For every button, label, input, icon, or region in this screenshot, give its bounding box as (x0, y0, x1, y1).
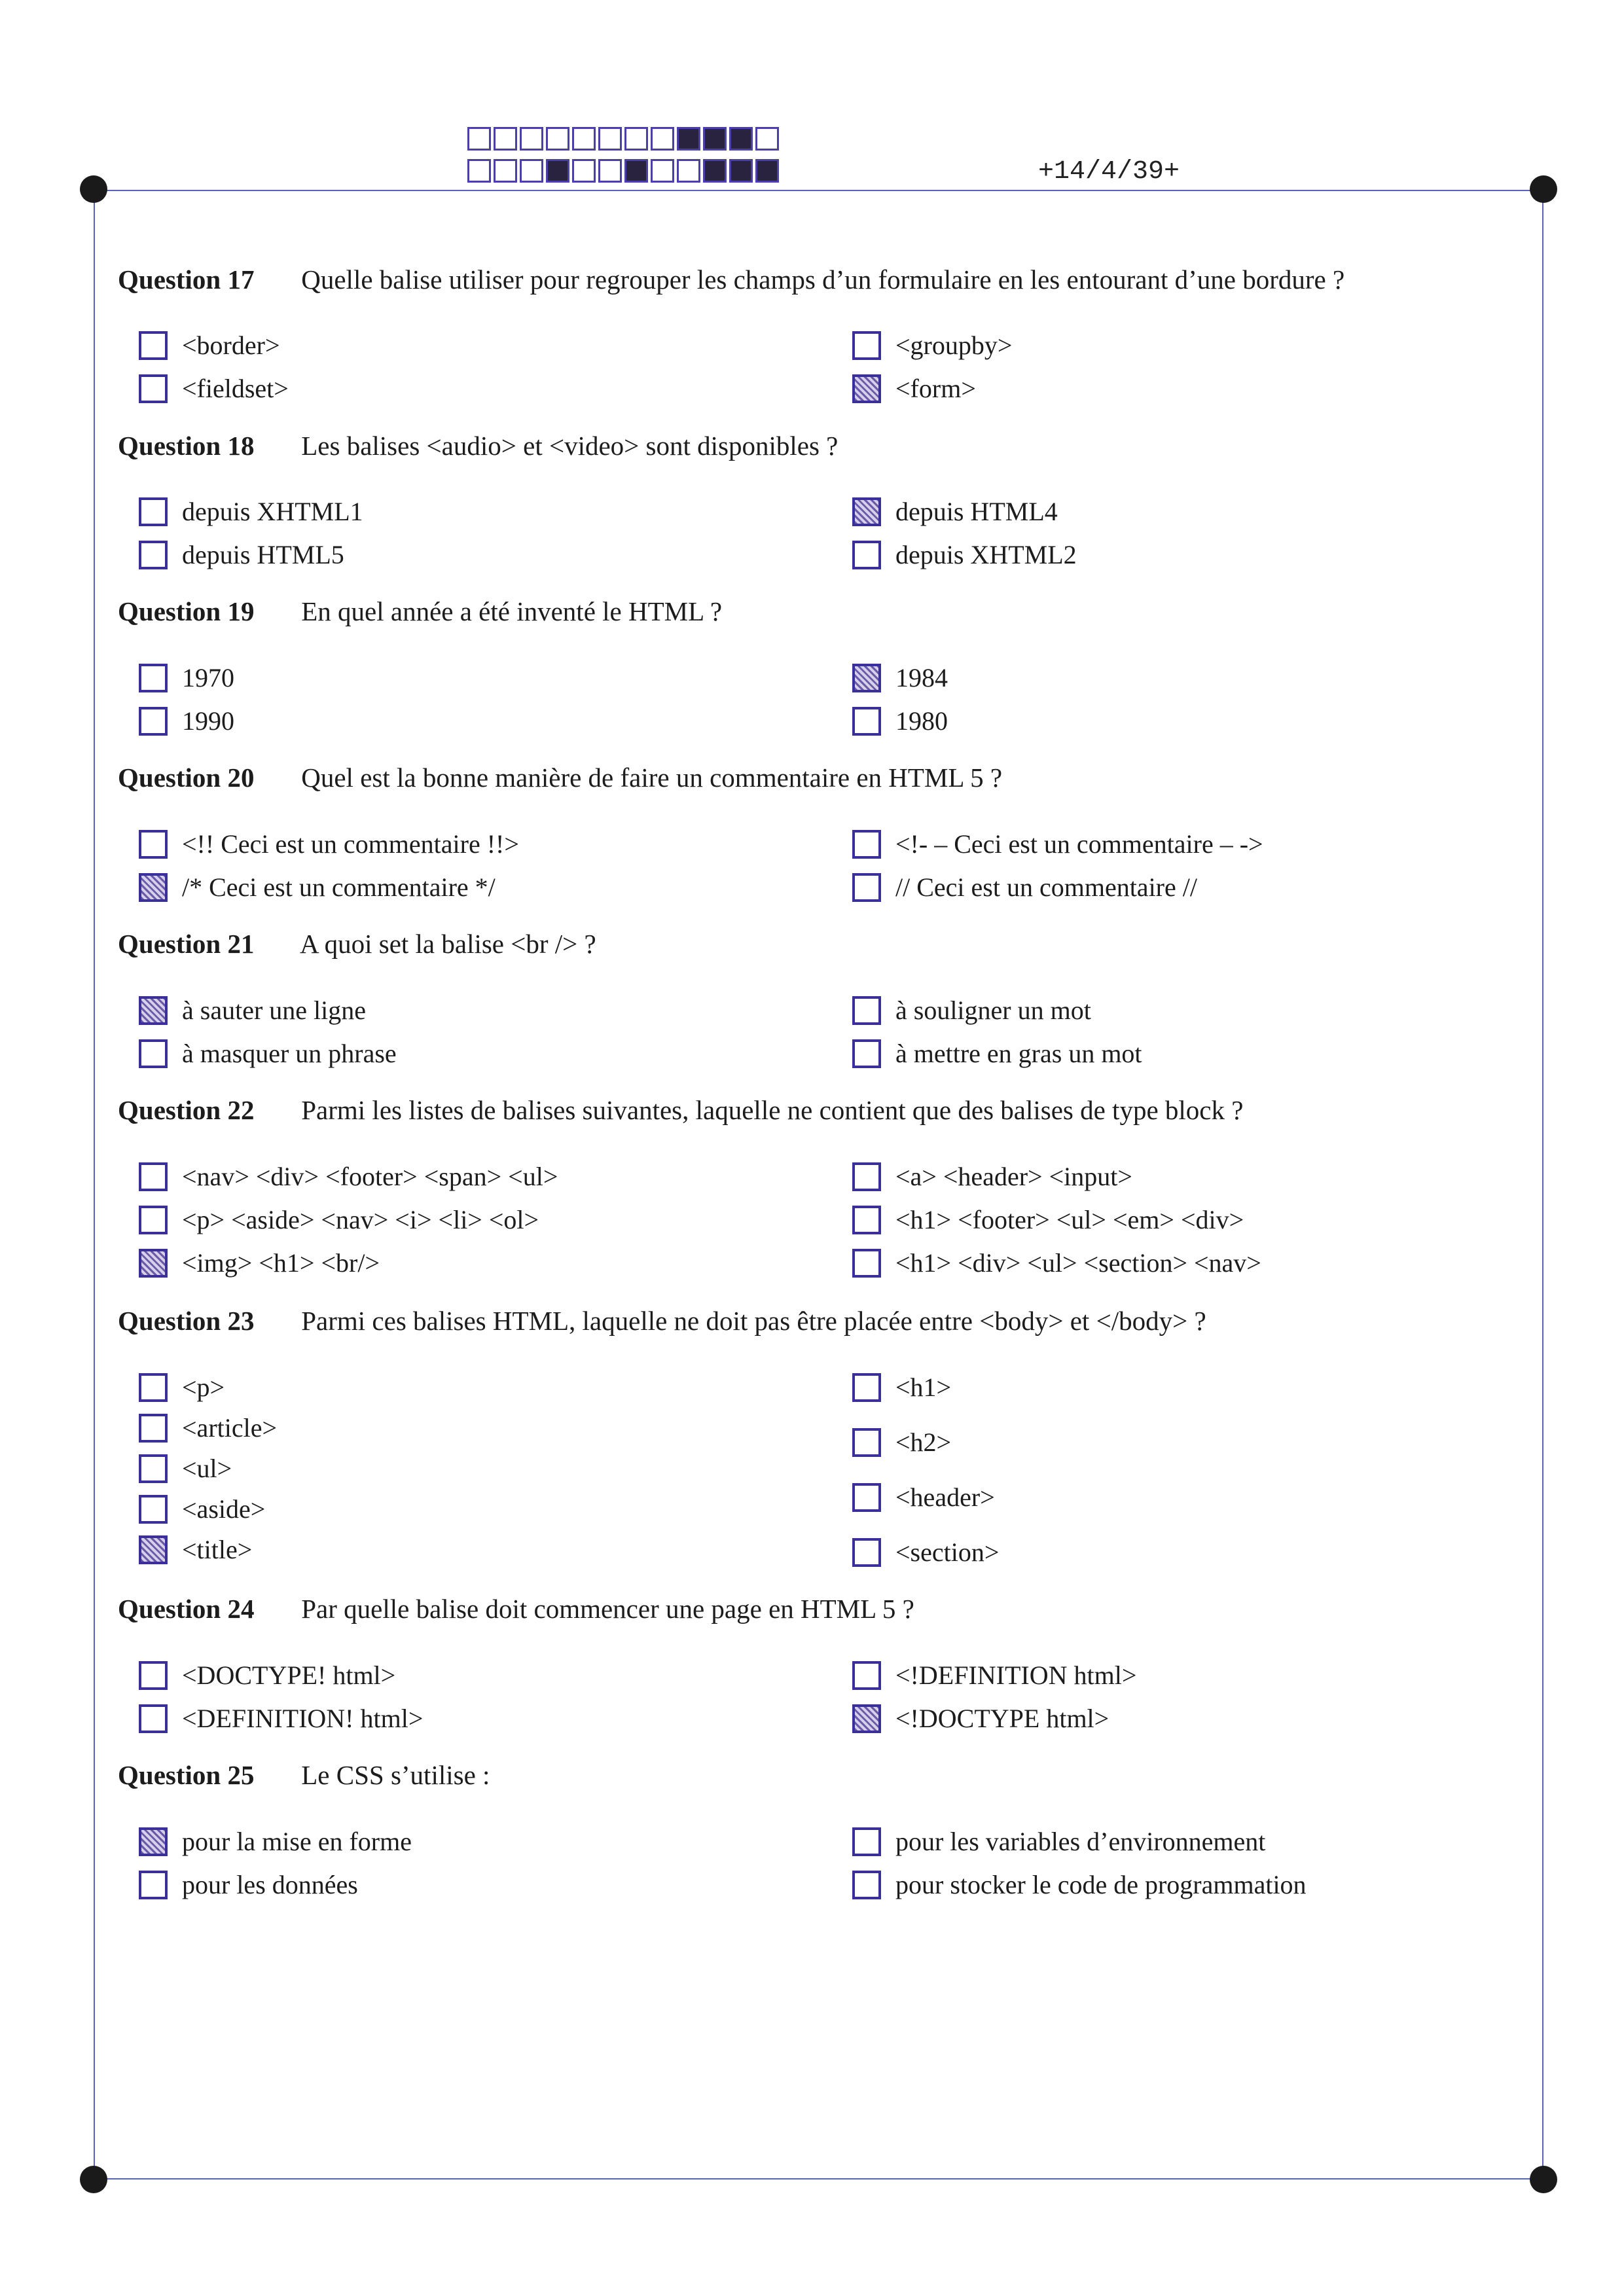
code-cell (677, 159, 700, 183)
checkbox[interactable] (139, 541, 168, 569)
option-label: <section> (895, 1537, 1000, 1567)
option-label: <fieldset> (182, 374, 289, 403)
question-text: En quel année a été inventé le HTML ? (301, 596, 723, 626)
code-cell (520, 159, 543, 183)
option-label: <nav> <div> <footer> <span> <ul> (182, 1162, 558, 1191)
answer-option[interactable] (852, 1247, 1261, 1278)
option-label: <groupby> (895, 331, 1013, 360)
checkbox[interactable] (852, 1538, 881, 1567)
option-label: <DOCTYPE! html> (182, 1660, 396, 1690)
option-label: pour la mise en forme (182, 1827, 412, 1856)
answer-option[interactable] (852, 330, 1012, 361)
answer-option[interactable] (139, 330, 280, 361)
checkbox[interactable] (139, 1704, 168, 1733)
checkbox[interactable] (139, 374, 168, 403)
answer-option[interactable] (139, 496, 363, 527)
question-23 (118, 1305, 1206, 1336)
option-label: <border> (182, 331, 280, 360)
checkbox[interactable] (139, 664, 168, 692)
checkbox[interactable] (852, 707, 881, 736)
option-label: à souligner un mot (895, 996, 1091, 1025)
option-label: depuis XHTML1 (182, 497, 363, 526)
checkbox[interactable] (852, 873, 881, 902)
checkbox[interactable] (139, 1206, 168, 1234)
answer-option[interactable] (852, 872, 1197, 903)
option-label: 1970 (182, 663, 234, 692)
checkbox[interactable] (139, 1871, 168, 1899)
code-cell (572, 159, 596, 183)
option-label: <p> <aside> <nav> <i> <li> <ol> (182, 1205, 539, 1234)
answer-option[interactable] (139, 1412, 277, 1443)
option-label: pour stocker le code de programmation (895, 1870, 1307, 1899)
code-cell (494, 159, 517, 183)
answer-option[interactable] (852, 539, 1077, 570)
answer-option[interactable] (139, 1660, 395, 1691)
question-number: Question 20 (118, 762, 255, 793)
answer-option[interactable] (852, 496, 1058, 527)
question-18 (118, 430, 838, 461)
option-label: <h2> (895, 1427, 952, 1457)
checkbox[interactable] (852, 1373, 881, 1402)
answer-option[interactable] (852, 1372, 951, 1403)
option-label: <!DEFINITION html> (895, 1660, 1137, 1690)
answer-option[interactable] (852, 1826, 1265, 1857)
answer-option[interactable] (139, 995, 366, 1026)
checkbox[interactable] (139, 1827, 168, 1856)
code-cell (494, 127, 517, 151)
code-cell (546, 127, 569, 151)
code-cell (729, 159, 753, 183)
question-20 (118, 762, 1002, 793)
answer-option[interactable] (852, 373, 976, 404)
code-cell (598, 159, 622, 183)
question-number: Question 19 (118, 596, 255, 626)
checkbox[interactable] (852, 996, 881, 1025)
question-text: Quelle balise utiliser pour regrouper les champs d’un formulaire en les entourant d’une bordure ? (301, 264, 1345, 295)
option-label: <!DOCTYPE html> (895, 1704, 1110, 1733)
code-cell (598, 127, 622, 151)
code-cell (467, 127, 491, 151)
answer-option[interactable] (852, 1482, 995, 1513)
checkbox[interactable] (852, 1249, 881, 1278)
checkbox[interactable] (139, 1039, 168, 1068)
code-cell (755, 127, 779, 151)
checkbox[interactable] (852, 497, 881, 526)
answer-option[interactable] (852, 995, 1091, 1026)
option-label: <h1> (895, 1372, 952, 1402)
checkbox[interactable] (852, 541, 881, 569)
answer-option[interactable] (139, 373, 289, 404)
registration-mark-bottom-left (80, 2166, 107, 2193)
checkbox[interactable] (852, 1162, 881, 1191)
option-label: <title> (182, 1535, 253, 1564)
option-label: 1984 (895, 663, 948, 692)
option-label: depuis XHTML2 (895, 540, 1077, 569)
code-cell (572, 127, 596, 151)
checkbox[interactable] (852, 374, 881, 403)
option-label: <!! Ceci est un commentaire !!> (182, 829, 519, 859)
answer-option[interactable] (852, 662, 948, 693)
answer-option[interactable] (139, 1204, 539, 1235)
checkbox[interactable] (852, 1428, 881, 1457)
answer-option[interactable] (139, 1826, 412, 1857)
answer-option[interactable] (139, 706, 234, 736)
answer-option[interactable] (852, 1161, 1132, 1192)
checkbox[interactable] (852, 331, 881, 360)
answer-option[interactable] (139, 1161, 558, 1192)
code-cell (546, 159, 569, 183)
registration-mark-top-right (1530, 175, 1557, 203)
answer-option[interactable] (139, 1247, 380, 1278)
checkbox[interactable] (852, 1039, 881, 1068)
code-cell (467, 159, 491, 183)
answer-option[interactable] (852, 1038, 1142, 1069)
answer-option[interactable] (852, 706, 948, 736)
checkbox[interactable] (139, 707, 168, 736)
answer-option[interactable] (139, 1494, 265, 1524)
code-cell (651, 127, 674, 151)
checkbox[interactable] (139, 873, 168, 902)
question-text: Quel est la bonne manière de faire un commentaire en HTML 5 ? (301, 762, 1003, 793)
option-label: <article> (182, 1413, 278, 1443)
option-label: <h1> <div> <ul> <section> <nav> (895, 1248, 1261, 1278)
question-text: Les balises <audio> et <video> sont disponibles ? (301, 431, 839, 461)
question-25 (118, 1759, 490, 1791)
registration-mark-top-left (80, 175, 107, 203)
question-22 (118, 1094, 1243, 1126)
answer-option[interactable] (852, 1537, 999, 1568)
answer-option[interactable] (139, 872, 496, 903)
checkbox[interactable] (852, 1206, 881, 1234)
question-text: Parmi ces balises HTML, laquelle ne doit pas être placée entre <body> et </body> ? (301, 1306, 1206, 1336)
question-19 (118, 596, 722, 627)
option-label: <form> (895, 374, 976, 403)
checkbox[interactable] (139, 996, 168, 1025)
checkbox[interactable] (139, 1495, 168, 1524)
checkbox[interactable] (852, 1871, 881, 1899)
code-cell (755, 159, 779, 183)
option-label: <img> <h1> <br/> (182, 1248, 380, 1278)
answer-option[interactable] (852, 1869, 1307, 1900)
option-label: /* Ceci est un commentaire */ (182, 872, 496, 902)
option-label: <DEFINITION! html> (182, 1704, 424, 1733)
option-label: à masquer un phrase (182, 1039, 397, 1068)
answer-option[interactable] (139, 1869, 358, 1900)
option-label: // Ceci est un commentaire // (895, 872, 1197, 902)
checkbox[interactable] (139, 1454, 168, 1483)
option-label: pour les données (182, 1870, 358, 1899)
question-17 (118, 264, 1344, 295)
answer-option[interactable] (852, 1660, 1136, 1691)
code-cell (651, 159, 674, 183)
question-24 (118, 1593, 914, 1624)
sheet-id-code: +14/4/39+ (1038, 157, 1180, 187)
question-number: Question 22 (118, 1095, 255, 1125)
code-cell (520, 127, 543, 151)
checkbox[interactable] (139, 1162, 168, 1191)
question-number: Question 21 (118, 929, 255, 959)
checkbox[interactable] (139, 1535, 168, 1564)
question-number: Question 23 (118, 1306, 255, 1336)
answer-option[interactable] (139, 662, 234, 693)
checkbox[interactable] (139, 331, 168, 360)
option-label: <h1> <footer> <ul> <em> <div> (895, 1205, 1244, 1234)
code-cell (703, 159, 727, 183)
question-number: Question 25 (118, 1760, 255, 1790)
answer-option[interactable] (852, 1427, 951, 1458)
option-label: à mettre en gras un mot (895, 1039, 1142, 1068)
option-label: <aside> (182, 1494, 266, 1524)
option-label: <a> <header> <input> (895, 1162, 1132, 1191)
question-number: Question 18 (118, 431, 255, 461)
code-cell (624, 127, 648, 151)
option-label: depuis HTML4 (895, 497, 1058, 526)
checkbox[interactable] (139, 1661, 168, 1690)
code-cell (729, 127, 753, 151)
checkbox[interactable] (852, 664, 881, 692)
answer-option[interactable] (852, 1204, 1244, 1235)
checkbox[interactable] (139, 1373, 168, 1402)
checkbox[interactable] (852, 830, 881, 859)
question-number: Question 17 (118, 264, 255, 295)
option-label: depuis HTML5 (182, 540, 344, 569)
question-text: Par quelle balise doit commencer une page en HTML 5 ? (301, 1594, 914, 1624)
answer-option[interactable] (139, 1453, 232, 1484)
checkbox[interactable] (852, 1827, 881, 1856)
answer-option[interactable] (139, 539, 344, 570)
checkbox[interactable] (852, 1661, 881, 1690)
option-label: <ul> (182, 1454, 232, 1483)
option-label: 1980 (895, 706, 948, 736)
registration-mark-bottom-right (1530, 2166, 1557, 2193)
question-21 (118, 928, 596, 960)
option-label: <p> (182, 1372, 225, 1402)
question-text: A quoi set la balise <br /> ? (300, 929, 596, 959)
answer-option[interactable] (852, 829, 1263, 859)
option-label: <header> (895, 1482, 995, 1512)
option-label: pour les variables d’environnement (895, 1827, 1266, 1856)
option-label: à sauter une ligne (182, 996, 366, 1025)
binary-code-row-2 (467, 159, 782, 183)
code-cell (703, 127, 727, 151)
binary-code-row-1 (467, 127, 782, 151)
answer-option[interactable] (139, 1703, 423, 1734)
answer-option[interactable] (139, 1038, 397, 1069)
question-text: Le CSS s’utilise : (301, 1760, 490, 1790)
question-number: Question 24 (118, 1594, 255, 1624)
option-label: <!- – Ceci est un commentaire – -> (895, 829, 1263, 859)
answer-option[interactable] (852, 1703, 1109, 1734)
checkbox[interactable] (139, 830, 168, 859)
checkbox[interactable] (139, 497, 168, 526)
answer-option[interactable] (139, 1372, 225, 1403)
checkbox[interactable] (139, 1249, 168, 1278)
code-cell (677, 127, 700, 151)
checkbox[interactable] (852, 1704, 881, 1733)
answer-option[interactable] (139, 1534, 252, 1565)
checkbox[interactable] (139, 1414, 168, 1443)
answer-option[interactable] (139, 829, 519, 859)
code-cell (624, 159, 648, 183)
question-text: Parmi les listes de balises suivantes, laquelle ne contient que des balises de type block ? (301, 1095, 1244, 1125)
option-label: 1990 (182, 706, 234, 736)
checkbox[interactable] (852, 1483, 881, 1512)
